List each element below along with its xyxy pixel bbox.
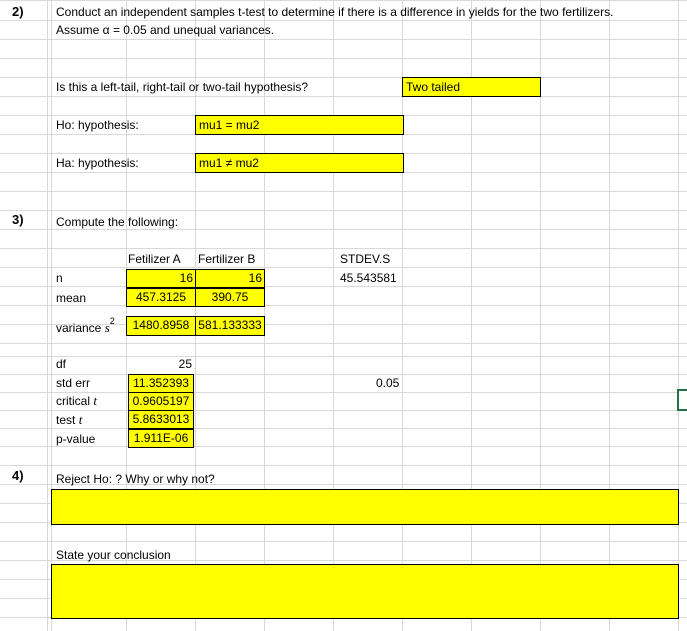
reject-answer-box[interactable]: [51, 489, 679, 525]
variance-a-cell[interactable]: 1480.8958: [126, 316, 196, 336]
variance-exponent: 2: [109, 316, 115, 326]
stderr-label: std err: [56, 376, 91, 390]
ha-label: Ha: hypothesis:: [56, 156, 139, 170]
tail-answer-text: Two tailed: [406, 80, 461, 94]
col-header-fertilizer-a: Fetilizer A: [128, 252, 181, 266]
stdev-label: STDEV.S: [340, 252, 391, 266]
test-label-text: test: [56, 413, 76, 427]
test-t-label: [56, 412, 82, 428]
n-a-cell[interactable]: 16: [126, 269, 196, 288]
stdev-value: 45.543581: [340, 271, 397, 285]
question-4-number: 4): [12, 468, 24, 483]
reject-prompt: Reject Ho: ? Why or why not?: [56, 472, 215, 486]
alpha-value: 0.05: [376, 376, 400, 390]
n-label: n: [56, 271, 63, 285]
variance-symbol: s: [104, 320, 110, 335]
conclusion-answer-box[interactable]: [51, 564, 679, 619]
ho-answer-text: mu1 = mu2: [199, 118, 260, 132]
active-cell-selection[interactable]: [677, 389, 687, 411]
conclusion-prompt: State your conclusion: [56, 548, 171, 562]
stderr-cell[interactable]: 11.352393: [128, 374, 194, 393]
mean-a-cell[interactable]: 457.3125: [126, 288, 196, 307]
critical-label-text: critical: [56, 394, 91, 408]
ha-answer-text: mu1 ≠ mu2: [199, 156, 259, 170]
variance-label: [56, 316, 115, 336]
question-2-number: 2): [12, 4, 24, 19]
tail-question: Is this a left-tail, right-tail or two-tail hypothesis?: [56, 80, 309, 94]
question-2-text-line2: Assume α = 0.05 and unequal variances.: [56, 23, 275, 37]
variance-b-cell[interactable]: 581.133333: [195, 316, 265, 336]
ho-label: Ho: hypothesis:: [56, 118, 139, 132]
col-header-fertilizer-b: Fertilizer B: [198, 252, 256, 266]
compute-prompt: Compute the following:: [56, 215, 179, 229]
mean-label: mean: [56, 291, 87, 305]
critical-t-cell[interactable]: 0.9605197: [128, 392, 194, 411]
test-t-cell[interactable]: 5.8633013: [128, 410, 194, 429]
tail-answer-cell[interactable]: [402, 77, 541, 97]
mean-b-cell[interactable]: 390.75: [195, 288, 265, 307]
n-b-cell[interactable]: 16: [195, 269, 265, 288]
pvalue-label: p-value: [56, 432, 96, 446]
ha-answer-cell[interactable]: [195, 153, 404, 173]
critical-t-label: [56, 393, 97, 409]
critical-t-symbol: t: [93, 393, 97, 408]
df-label: df: [56, 357, 67, 371]
test-t-symbol: t: [78, 412, 83, 427]
ho-answer-cell[interactable]: [195, 115, 404, 135]
variance-label-text: variance: [56, 321, 102, 335]
question-3-number: 3): [12, 212, 24, 227]
pvalue-cell[interactable]: 1.911E-06: [128, 429, 194, 448]
question-2-text-line1: Conduct an independent samples t-test to determine if there is a difference in yields for the two fertilizers.: [56, 5, 614, 19]
df-value: 25: [178, 357, 192, 371]
